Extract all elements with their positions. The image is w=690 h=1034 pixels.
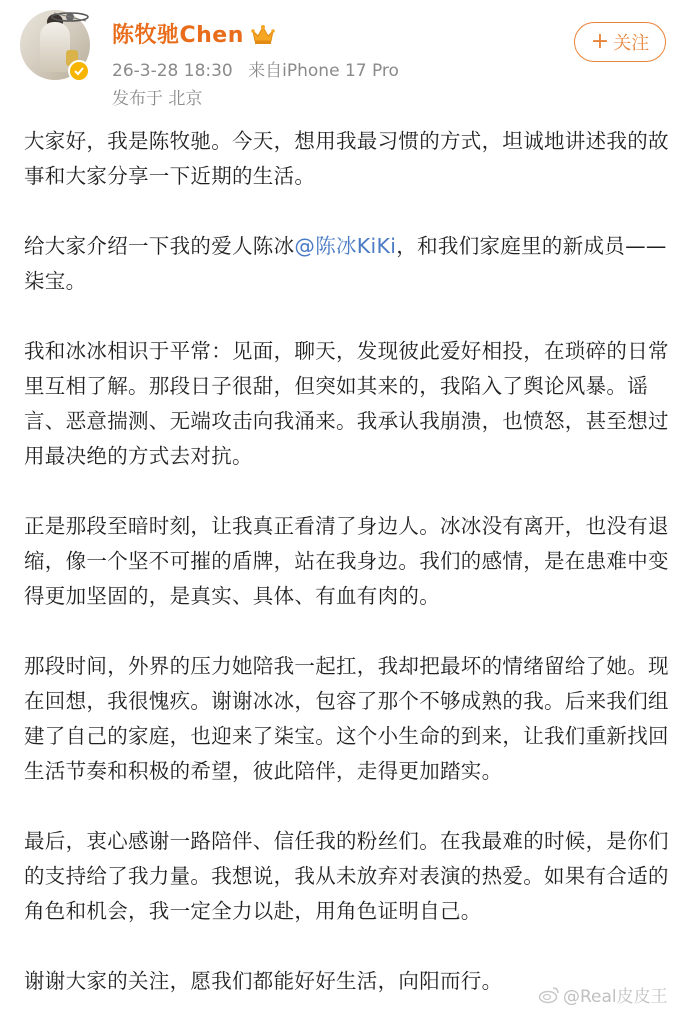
paragraph-2-text-before: 给大家介绍一下我的爱人陈冰 bbox=[24, 234, 295, 258]
satellite-icon bbox=[50, 10, 90, 24]
watermark-text: @Real皮皮王 bbox=[563, 987, 668, 1007]
post-date: 26-3-28 18:30 bbox=[112, 61, 233, 81]
paragraph-2 bbox=[24, 229, 672, 299]
plus-icon: + bbox=[590, 29, 610, 54]
weibo-logo-icon bbox=[538, 986, 560, 1004]
user-name[interactable]: 陈牧驰Chen bbox=[112, 23, 244, 48]
paragraph-3: 我和冰冰相识于平常：见面，聊天，发现彼此爱好相投，在琐碎的日常里互相了解。那段日子很甜，但突如其来的，我陷入了舆论风暴。谣言、恶意揣测、无端攻击向我涌来。我承认我崩溃，也愤怒，甚至想过用最决绝的方式去对抗。 bbox=[24, 339, 669, 468]
paragraph-2-text-after: ，和我们家庭里的新成员——柒宝。 bbox=[24, 234, 667, 293]
avatar-container[interactable] bbox=[20, 10, 90, 80]
post-header bbox=[0, 0, 690, 118]
post-location: 发布于 北京 bbox=[112, 89, 203, 109]
verified-badge-icon bbox=[68, 60, 90, 82]
follow-label: 关注 bbox=[613, 33, 650, 54]
paragraph-4: 正是那段至暗时刻，让我真正看清了身边人。冰冰没有离开，也没有退缩，像一个坚不可摧的盾牌，站在我身边。我们的感情，是在患难中变得更加坚固的，是真实、具体、有血有肉的。 bbox=[24, 514, 669, 608]
post-body bbox=[24, 124, 672, 1034]
mention-link[interactable]: @陈冰KiKi bbox=[294, 234, 397, 258]
paragraph-6: 最后，衷心感谢一路陪伴、信任我的粉丝们。在我最难的时候，是你们的支持给了我力量。我想说，我从未放弃对表演的热爱。如果有合适的角色和机会，我一定全力以赴，用角色证明自己。 bbox=[24, 829, 669, 923]
paragraph-1: 大家好，我是陈牧驰。今天，想用我最习惯的方式，坦诚地讲述我的故事和大家分享一下近期的生活。 bbox=[24, 129, 669, 188]
paragraph-5: 那段时间，外界的压力她陪我一起扛，我却把最坏的情绪留给了她。现在回想，我很愧疚。谢谢冰冰，包容了那个不够成熟的我。后来我们组建了自己的家庭，也迎来了柒宝。这个小生命的到来，让我们重新找回生活节奏和积极的希望，彼此陪伴，走得更加踏实。 bbox=[24, 654, 669, 783]
watermark bbox=[538, 982, 668, 1007]
paragraph-7: 谢谢大家的关注，愿我们都能好好生活，向阳而行。 bbox=[24, 969, 503, 993]
post-meta bbox=[112, 56, 399, 81]
name-row bbox=[112, 18, 276, 49]
follow-button[interactable] bbox=[574, 22, 666, 62]
crown-icon[interactable] bbox=[250, 23, 276, 45]
post-source: 来自iPhone 17 Pro bbox=[248, 61, 399, 81]
